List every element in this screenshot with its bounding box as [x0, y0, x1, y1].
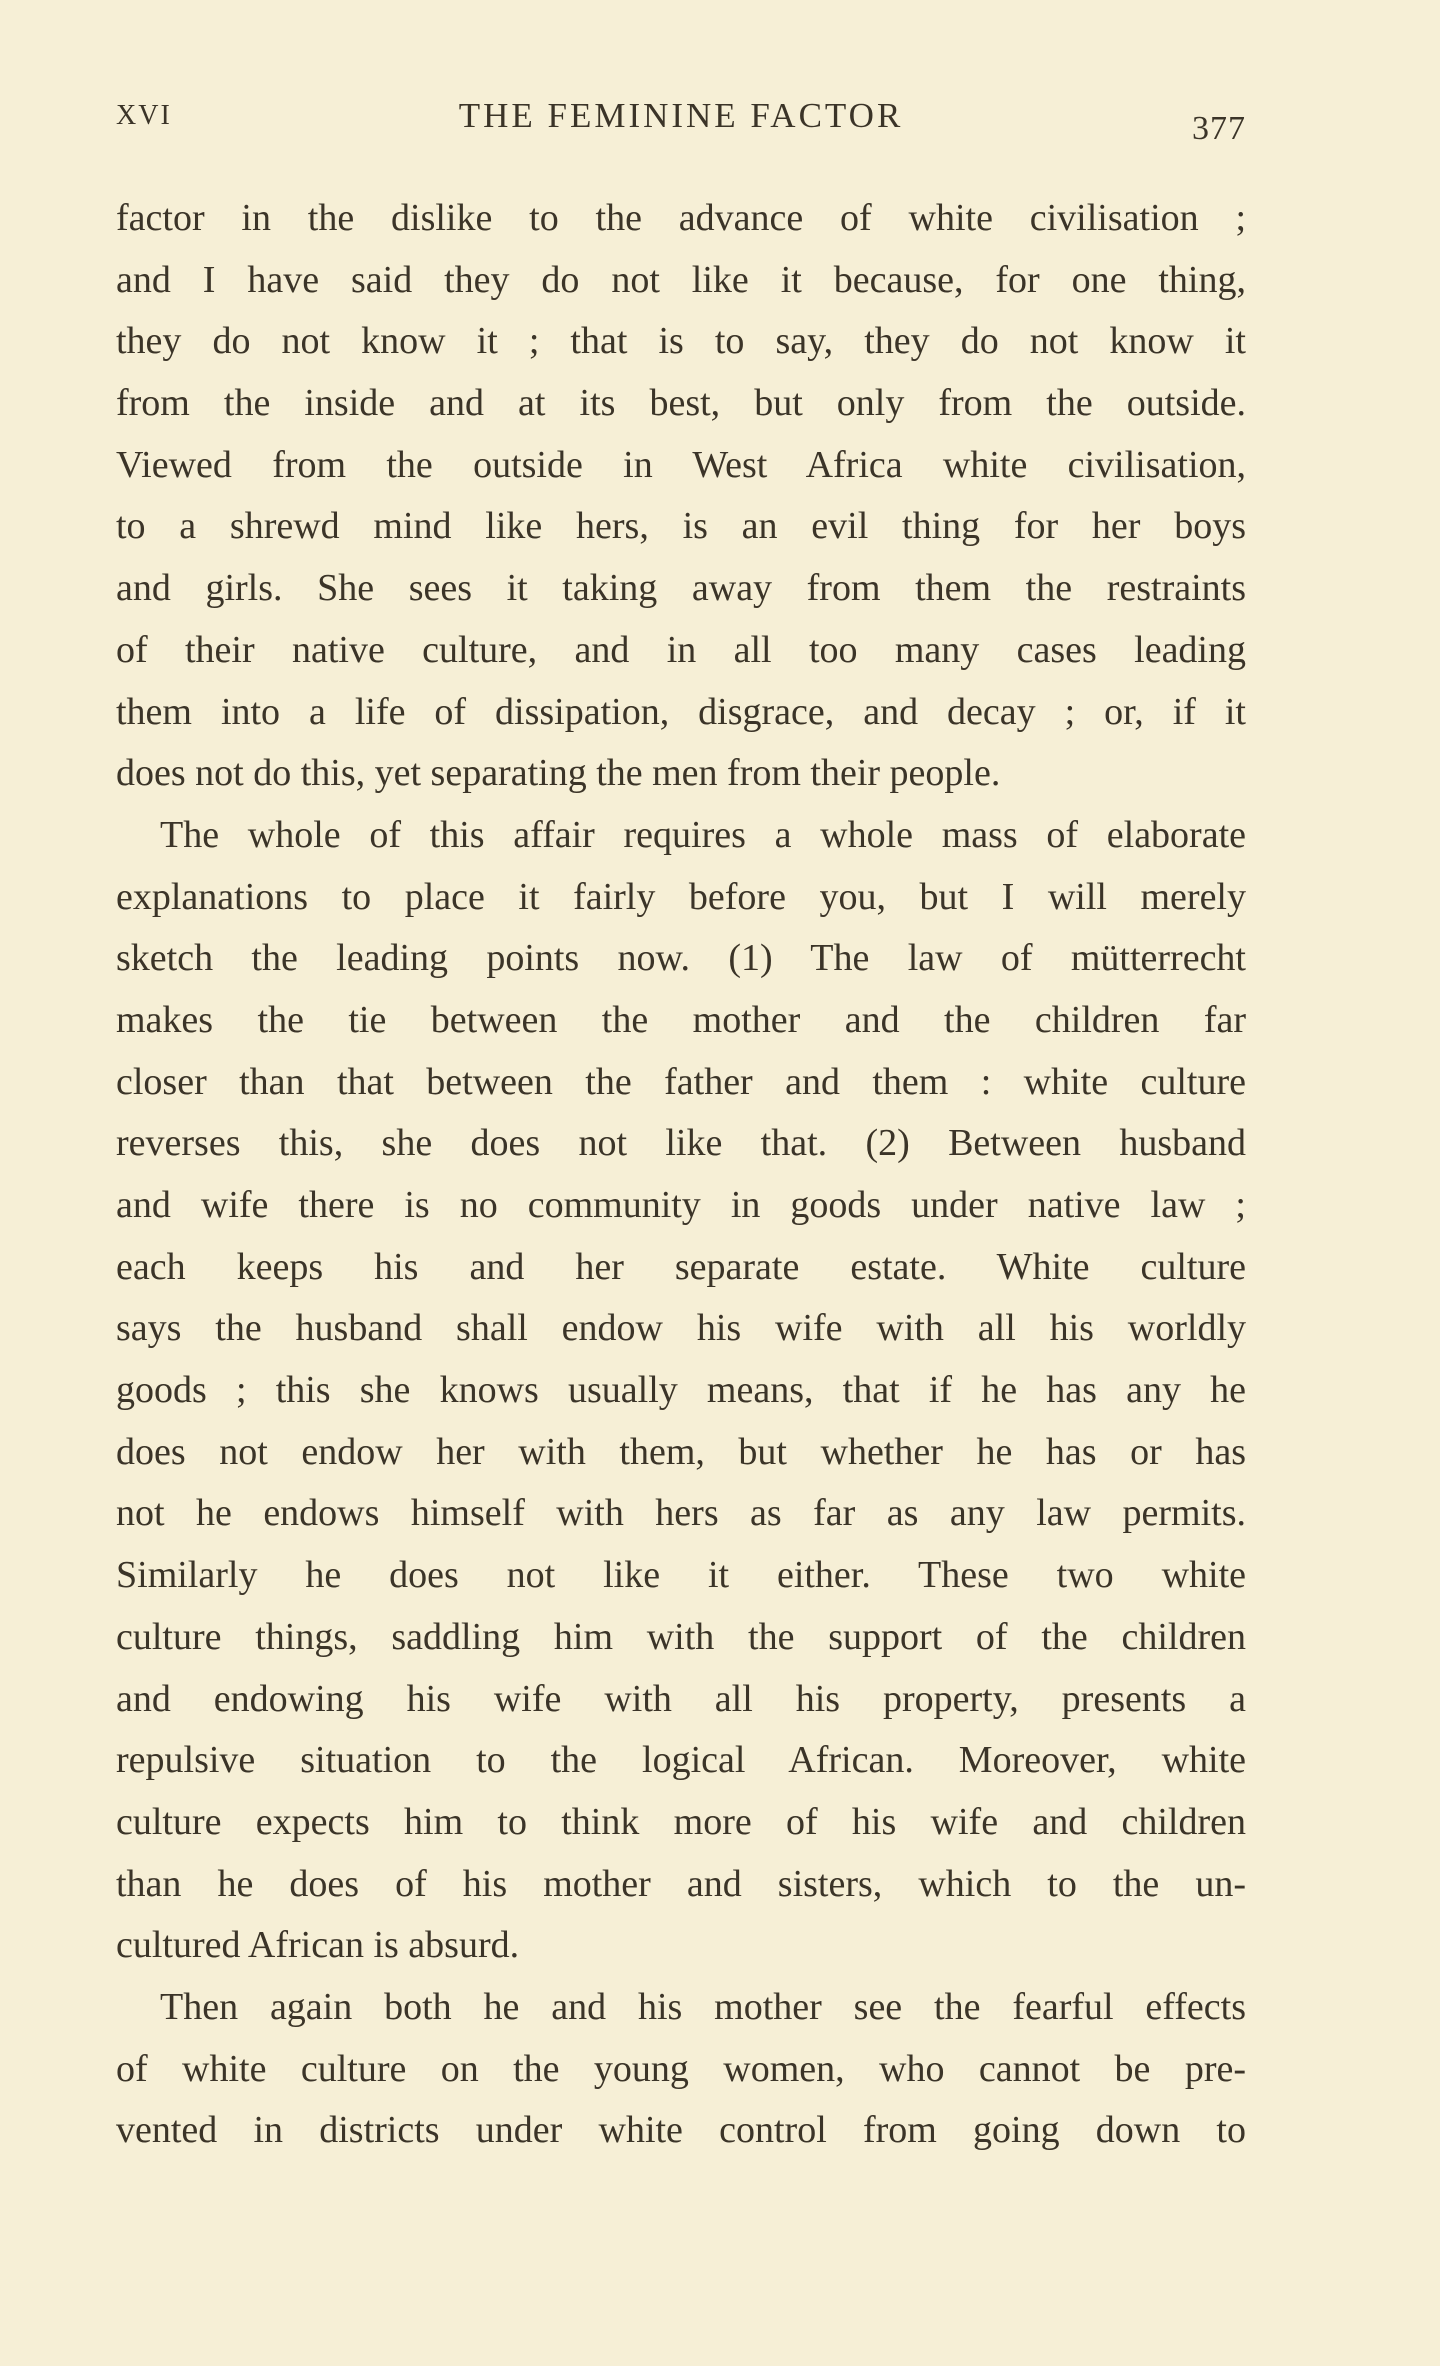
page-header	[116, 96, 1246, 156]
text-line: The whole of this affair requires a whole mass of elaborate	[160, 813, 1246, 856]
text-line: and girls. She sees it taking away from them the restraints	[116, 567, 1246, 610]
text-line: Then again both he and his mother see the fearful effects	[160, 1985, 1246, 2028]
text-line: sketch the leading points now. (1) The law of mütterrecht	[116, 937, 1246, 980]
text-line: makes the tie between the mother and the children far	[116, 998, 1246, 1041]
text-line: Viewed from the outside in West Africa white civilisation,	[116, 443, 1246, 486]
text-line: from the inside and at its best, but only from the outside.	[116, 382, 1246, 425]
text-line: each keeps his and her separate estate. White culture	[116, 1245, 1246, 1288]
text-line: to a shrewd mind like hers, is an evil thing for her boys	[116, 505, 1246, 548]
text-line: factor in the dislike to the advance of white civilisation ;	[116, 197, 1246, 239]
text-line: and endowing his wife with all his property, presents a	[116, 1677, 1246, 1720]
text-line: reverses this, she does not like that. (2) Between husband	[116, 1122, 1246, 1165]
text-line: culture things, saddling him with the support of the children	[116, 1615, 1246, 1658]
text-line: does not endow her with them, but whether he has or has	[116, 1430, 1246, 1473]
text-line: repulsive situation to the logical African. Moreover, white	[116, 1739, 1246, 1782]
chapter-number: XVI	[116, 100, 172, 131]
text-line: says the husband shall endow his wife with all his worldly	[116, 1307, 1246, 1350]
text-line: of their native culture, and in all too many cases leading	[116, 628, 1246, 671]
text-line: not he endows himself with hers as far as any law permits.	[116, 1492, 1246, 1535]
text-line: and I have said they do not like it because, for one thing,	[116, 258, 1246, 301]
text-line: does not do this, yet separating the men from their people.	[116, 752, 1001, 795]
text-line: vented in districts under white control from going down to	[116, 2109, 1246, 2152]
text-line: of white culture on the young women, who cannot be pre-	[116, 2047, 1246, 2090]
text-line: cultured African is absurd.	[116, 1924, 520, 1967]
text-line: them into a life of dissipation, disgrace, and decay ; or, if it	[116, 690, 1246, 733]
running-title: THE FEMININE FACTOR	[458, 96, 904, 135]
text-line: closer than that between the father and them : white culture	[116, 1060, 1246, 1103]
text-line: explanations to place it fairly before you, but I will merely	[116, 875, 1246, 918]
body-text	[116, 188, 1246, 2162]
page-number: 377	[1192, 110, 1246, 147]
text-line: goods ; this she knows usually means, that if he has any he	[116, 1369, 1246, 1412]
text-line: Similarly he does not like it either. These two white	[116, 1554, 1246, 1597]
text-line: than he does of his mother and sisters, which to the un-	[116, 1862, 1246, 1905]
text-line: culture expects him to think more of his wife and children	[116, 1800, 1246, 1843]
text-line: and wife there is no community in goods under native law ;	[116, 1184, 1246, 1226]
text-line: they do not know it ; that is to say, they do not know it	[116, 320, 1246, 363]
